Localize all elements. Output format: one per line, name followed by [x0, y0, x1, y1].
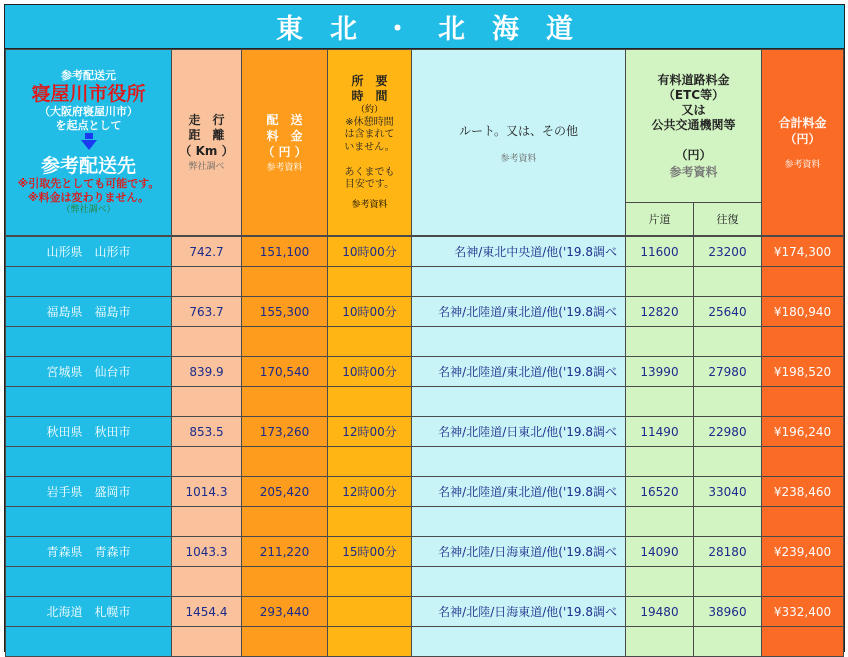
destination-cell: 山形県 山形市 — [6, 237, 172, 267]
time-cell — [328, 597, 412, 627]
toll-header: 有料道路料金 （ETC等） 又は 公共交通機関等 （円） 参考資料 — [626, 50, 762, 203]
origin-caption: 参考配送元 — [61, 68, 116, 82]
spacer-cell — [172, 327, 242, 357]
total-cell: ¥198,520 — [762, 357, 844, 387]
roundtrip-toll-cell: 25640 — [694, 297, 762, 327]
route-cell: 名神/北陸/日海東道/他('19.8調べ — [412, 537, 626, 567]
time-cell: 12時00分 — [328, 417, 412, 447]
table-row — [6, 357, 844, 387]
origin-location: （大阪府寝屋川市） — [39, 105, 138, 119]
spacer-cell — [242, 627, 328, 657]
spacer-cell — [412, 267, 626, 297]
spacer-row — [6, 447, 844, 477]
origin-start-note: を起点として — [55, 119, 122, 133]
spacer-cell — [694, 507, 762, 537]
spacer-cell — [242, 447, 328, 477]
spacer-cell — [242, 327, 328, 357]
oneway-toll-cell: 19480 — [626, 597, 694, 627]
fee-cell: 173,260 — [242, 417, 328, 447]
time-cell: 10時00分 — [328, 357, 412, 387]
spacer-cell — [626, 627, 694, 657]
distance-cell: 1014.3 — [172, 477, 242, 507]
spacer-cell — [328, 327, 412, 357]
spacer-cell — [694, 567, 762, 597]
spacer-cell — [626, 387, 694, 417]
spacer-cell — [172, 507, 242, 537]
fee-cell: 155,300 — [242, 297, 328, 327]
destination-cell: 秋田県 秋田市 — [6, 417, 172, 447]
down-arrow-icon — [6, 133, 171, 155]
time-header: 所 要 時 間 （約） ※休憩時間 は含まれて いません。 あくまでも 目安です。 参考資料 — [328, 50, 412, 236]
roundtrip-toll-cell: 38960 — [694, 597, 762, 627]
spacer-cell — [328, 627, 412, 657]
time-cell: 15時00分 — [328, 537, 412, 567]
spacer-cell — [626, 507, 694, 537]
spacer-row — [6, 387, 844, 417]
total-cell: ¥196,240 — [762, 417, 844, 447]
spacer-cell — [242, 567, 328, 597]
total-cell: ¥174,300 — [762, 237, 844, 267]
destination-cell: 青森県 青森市 — [6, 537, 172, 567]
time-cell: 10時00分 — [328, 297, 412, 327]
spacer-cell — [762, 627, 844, 657]
roundtrip-toll-cell: 28180 — [694, 537, 762, 567]
spacer-cell — [6, 327, 172, 357]
spacer-cell — [412, 567, 626, 597]
spacer-cell — [694, 267, 762, 297]
destination-cell: 岩手県 盛岡市 — [6, 477, 172, 507]
destination-cell: 福島県 福島市 — [6, 297, 172, 327]
destination-cell: 北海道 札幌市 — [6, 597, 172, 627]
roundtrip-header: 往復 — [694, 203, 762, 236]
spacer-cell — [328, 447, 412, 477]
spacer-cell — [412, 387, 626, 417]
distance-cell: 853.5 — [172, 417, 242, 447]
spacer-cell — [6, 447, 172, 477]
route-cell: 名神/東北中央道/他('19.8調べ — [412, 237, 626, 267]
origin-header — [6, 50, 172, 236]
distance-cell: 839.9 — [172, 357, 242, 387]
destination-cell: 宮城県 仙台市 — [6, 357, 172, 387]
table-row — [6, 417, 844, 447]
spacer-cell — [172, 447, 242, 477]
route-cell: 名神/北陸道/東北道/他('19.8調べ — [412, 477, 626, 507]
spacer-cell — [762, 267, 844, 297]
table-row — [6, 477, 844, 507]
time-cell: 12時00分 — [328, 477, 412, 507]
oneway-toll-cell: 11600 — [626, 237, 694, 267]
table-row — [6, 237, 844, 267]
distance-cell: 763.7 — [172, 297, 242, 327]
spacer-cell — [626, 267, 694, 297]
spacer-cell — [762, 327, 844, 357]
oneway-toll-cell: 16520 — [626, 477, 694, 507]
spacer-cell — [412, 627, 626, 657]
spacer-cell — [242, 507, 328, 537]
spacer-cell — [172, 387, 242, 417]
distance-cell: 1454.4 — [172, 597, 242, 627]
fee-cell: 293,440 — [242, 597, 328, 627]
spacer-cell — [762, 507, 844, 537]
spacer-cell — [694, 327, 762, 357]
destination-caption: 参考配送先 — [40, 154, 136, 177]
price-note: ※料金は変わりません。 — [27, 191, 150, 205]
oneway-toll-cell: 11490 — [626, 417, 694, 447]
table-row — [6, 297, 844, 327]
research-note: （弊社調べ） — [61, 204, 116, 215]
spacer-cell — [6, 627, 172, 657]
oneway-toll-cell: 14090 — [626, 537, 694, 567]
fee-cell: 205,420 — [242, 477, 328, 507]
oneway-toll-cell: 12820 — [626, 297, 694, 327]
spacer-row — [6, 267, 844, 297]
fee-cell: 211,220 — [242, 537, 328, 567]
distance-header: 走 行 距 離 （ Km ） 弊社調べ — [172, 50, 242, 236]
table-row — [6, 597, 844, 627]
roundtrip-toll-cell: 27980 — [694, 357, 762, 387]
spacer-cell — [412, 327, 626, 357]
time-cell: 10時00分 — [328, 237, 412, 267]
spacer-cell — [412, 447, 626, 477]
total-cell: ¥180,940 — [762, 297, 844, 327]
roundtrip-toll-cell: 33040 — [694, 477, 762, 507]
spacer-row — [6, 507, 844, 537]
total-cell: ¥238,460 — [762, 477, 844, 507]
total-cell: ¥239,400 — [762, 537, 844, 567]
spacer-cell — [242, 267, 328, 297]
spacer-cell — [328, 387, 412, 417]
route-header: ルート。又は、その他 参考資料 — [412, 50, 626, 236]
fare-table — [5, 49, 844, 657]
spacer-cell — [6, 507, 172, 537]
spacer-cell — [328, 567, 412, 597]
spacer-cell — [6, 267, 172, 297]
route-cell: 名神/北陸道/日東北/他('19.8調べ — [412, 417, 626, 447]
pickup-note: ※引取先としても可能です。 — [17, 177, 160, 191]
spacer-cell — [626, 567, 694, 597]
spacer-cell — [242, 387, 328, 417]
fare-sheet — [4, 4, 845, 652]
route-cell: 名神/北陸/日海東道/他('19.8調べ — [412, 597, 626, 627]
total-header: 合計料金 （円） 参考資料 — [762, 50, 844, 236]
fee-header: 配 送 料 金 （ 円 ） 参考資料 — [242, 50, 328, 236]
spacer-cell — [172, 567, 242, 597]
table-row — [6, 537, 844, 567]
fee-cell: 170,540 — [242, 357, 328, 387]
spacer-cell — [172, 627, 242, 657]
spacer-cell — [762, 387, 844, 417]
fee-cell: 151,100 — [242, 237, 328, 267]
spacer-cell — [6, 387, 172, 417]
spacer-cell — [6, 567, 172, 597]
route-cell: 名神/北陸道/東北道/他('19.8調べ — [412, 357, 626, 387]
fare-rows — [5, 236, 844, 657]
oneway-header: 片道 — [626, 203, 694, 236]
spacer-cell — [328, 267, 412, 297]
oneway-toll-cell: 13990 — [626, 357, 694, 387]
spacer-cell — [626, 447, 694, 477]
route-cell: 名神/北陸道/東北道/他('19.8調べ — [412, 297, 626, 327]
spacer-cell — [694, 627, 762, 657]
spacer-cell — [412, 507, 626, 537]
spacer-cell — [694, 447, 762, 477]
total-cell: ¥332,400 — [762, 597, 844, 627]
distance-cell: 742.7 — [172, 237, 242, 267]
spacer-cell — [694, 387, 762, 417]
roundtrip-toll-cell: 23200 — [694, 237, 762, 267]
spacer-cell — [172, 267, 242, 297]
spacer-cell — [762, 567, 844, 597]
region-title: 東 北 ・ 北 海 道 — [5, 5, 844, 49]
spacer-row — [6, 567, 844, 597]
spacer-row — [6, 627, 844, 657]
distance-cell: 1043.3 — [172, 537, 242, 567]
spacer-row — [6, 327, 844, 357]
spacer-cell — [328, 507, 412, 537]
spacer-cell — [626, 327, 694, 357]
origin-name: 寝屋川市役所 — [31, 82, 146, 105]
roundtrip-toll-cell: 22980 — [694, 417, 762, 447]
spacer-cell — [762, 447, 844, 477]
